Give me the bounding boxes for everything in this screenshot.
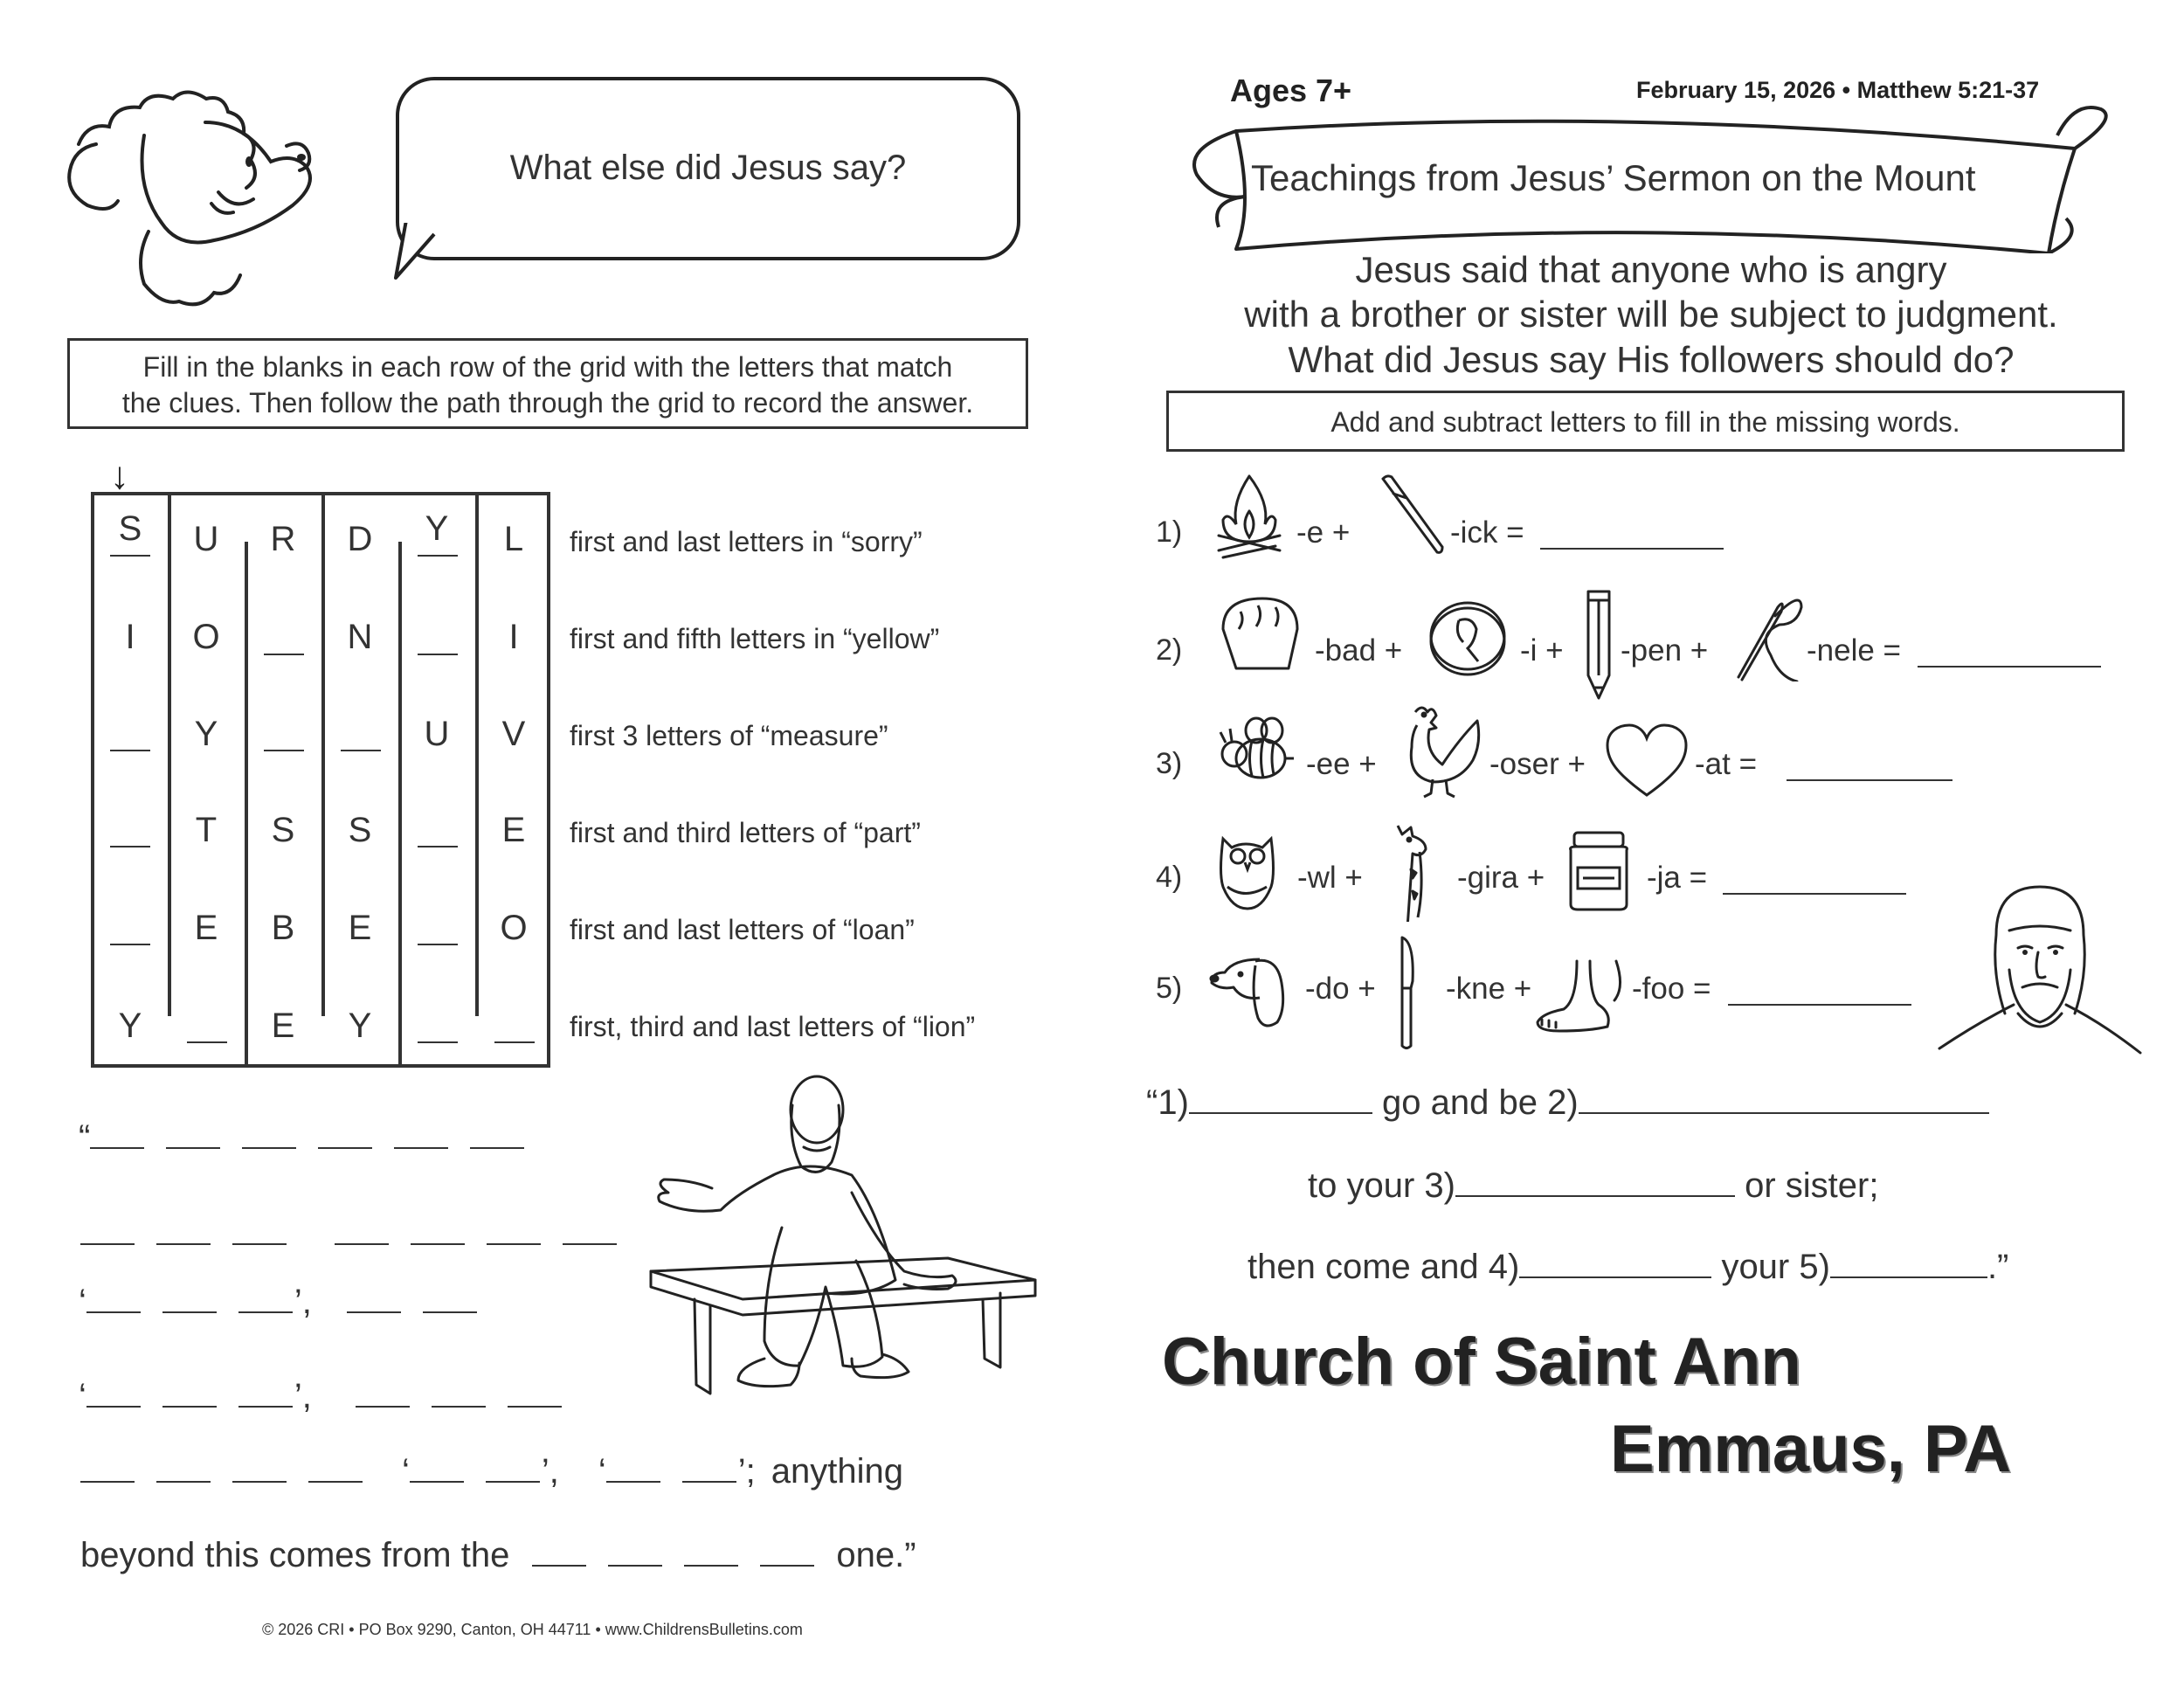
puzzle-op: -do + [1305,972,1376,1006]
grid-blank[interactable] [494,1041,535,1043]
grid-blank[interactable] [264,654,304,655]
answer-blank[interactable] [347,1285,401,1313]
grid-cell: Y [194,715,218,753]
grid-wall [321,492,325,1016]
comma-mark: ’, [294,1377,312,1415]
puzzle-answer-blank[interactable] [1723,865,1906,895]
clue-row-4: first and third letters of “part” [570,817,921,848]
answer-blank[interactable] [432,1380,486,1408]
grid-instructions-line2: the clues. Then follow the path through the grid to record the answer. [121,387,974,419]
verse-blank-1[interactable] [1189,1084,1372,1114]
puzzle-number: 3) [1156,747,1183,780]
answer-blank[interactable] [470,1121,524,1149]
church-location: Emmaus, PA [1610,1412,2011,1486]
verse-text: go and be [1382,1083,1538,1122]
grid-cell: R [270,520,296,558]
answer-blank[interactable] [335,1217,389,1245]
grid-instructions [67,338,1028,429]
grid-cell: N [347,618,373,656]
grid-blank[interactable] [418,944,458,945]
grid-cell: U [193,520,219,558]
answer-blank[interactable] [684,1539,738,1567]
grid-cell: E [501,811,526,849]
answer-blank[interactable] [86,1285,141,1313]
owl-icon [1210,826,1284,913]
jesus-on-bench-illustration [642,1070,1044,1420]
puzzle-op: -at = [1695,747,1758,781]
answer-text-one: one.” [836,1536,916,1574]
grid-cell: V [501,715,526,753]
verse-line-1 [1146,1083,1989,1123]
open-quote: “ [79,1118,91,1157]
puzzle-number: 2) [1156,633,1183,667]
grid-blank[interactable] [418,654,458,655]
answer-blank[interactable] [80,1455,135,1483]
puzzle-op: -nele = [1807,633,1901,668]
puzzle-number: 5) [1156,972,1183,1005]
dog-icon [1207,952,1295,1035]
verse-num-1: “1) [1146,1083,1189,1122]
word-path-grid [91,492,550,1068]
banner-title: Teachings from Jesus’ Sermon on the Mount [1251,157,1976,198]
bee-icon [1213,715,1296,785]
puzzle-op: -e + [1296,515,1351,550]
puzzle-answer-blank[interactable] [1728,976,1911,1006]
grid-cell: O [192,618,220,656]
semicolon-mark: ’; [737,1452,756,1491]
answer-blank[interactable] [242,1121,296,1149]
puzzle-op: -oser + [1489,747,1586,781]
quote-mark: ‘ [598,1452,606,1491]
rooster-icon [1398,699,1485,799]
grid-cell: I [125,618,135,656]
coin-icon [1424,594,1511,681]
verse-text: to your 3) [1308,1166,1455,1205]
clue-row-5: first and last letters of “loan” [570,914,915,945]
grid-wall [475,492,479,1016]
answer-line-2 [80,1214,639,1254]
copyright-footer: © 2026 CRI • PO Box 9290, Canton, OH 44711 • www.ChildrensBulletins.com [262,1621,803,1638]
grid-blank[interactable] [110,846,150,847]
answer-blank[interactable] [238,1380,293,1408]
jesus-portrait-illustration [1935,882,2145,1075]
answer-blank[interactable] [232,1217,287,1245]
speech-bubble-text: What else did Jesus say? [509,149,907,187]
puzzle-number: 4) [1156,861,1183,894]
clue-row-6: first, third and last letters of “lion” [570,1011,976,1042]
date-reference: February 15, 2026 • Matthew 5:21-37 [1636,77,2040,103]
answer-blank[interactable] [394,1121,448,1149]
grid-cell: D [347,520,373,558]
puzzle-answer-blank[interactable] [1787,751,1952,781]
clue-row-2: first and fifth letters in “yellow” [570,623,940,654]
answer-blank[interactable] [410,1455,464,1483]
answer-blank[interactable] [487,1217,541,1245]
verse-blank-2[interactable] [1579,1084,1989,1114]
verse-text: then come and 4) [1248,1248,1520,1286]
grid-cell: B [271,909,295,947]
grid-cell: I [508,618,519,656]
speech-bubble [396,77,1020,260]
answer-blank[interactable] [156,1455,211,1483]
answer-blank[interactable] [532,1539,586,1567]
verse-blank-4[interactable] [1519,1249,1711,1278]
grid-wall [168,492,171,1016]
question-line-2: with a brother or sister will be subject to judgment. [1244,294,2058,335]
grid-cell: S [348,811,372,849]
puzzle-op: -bad + [1315,633,1403,668]
answer-blank[interactable] [166,1121,220,1149]
grid-instructions-line1: Fill in the blanks in each row of the grid with the letters that match [142,351,953,383]
answer-blank[interactable] [760,1539,814,1567]
puzzle-op: -i + [1520,633,1564,668]
age-label: Ages 7+ [1230,73,1352,108]
answer-line-4 [79,1377,584,1416]
grid-cell: E [194,909,218,947]
answer-blank[interactable] [308,1455,363,1483]
puzzle-op: -kne + [1446,972,1532,1006]
grid-cell: U [424,715,450,753]
heart-icon [1603,721,1690,799]
answer-blank[interactable] [608,1539,662,1567]
grid-cell: O [500,909,528,947]
answer-blank[interactable] [156,1217,211,1245]
grid-blank[interactable] [418,555,458,557]
puzzle-op: -pen + [1621,633,1709,668]
answer-blank[interactable] [318,1121,372,1149]
grid-blank[interactable] [264,750,304,751]
grid-wall [398,542,402,1068]
puzzle-op: -foo = [1632,972,1711,1006]
answer-blank[interactable] [356,1380,410,1408]
grid-cell: Y [348,1007,372,1045]
grid-cell: Y [425,509,449,548]
knife-icon [1393,930,1420,1053]
answer-line-1 [79,1118,546,1158]
answer-blank[interactable] [86,1380,141,1408]
quote-mark: ‘ [402,1452,410,1491]
pencil-icon [1581,581,1616,703]
grid-blank[interactable] [110,944,150,945]
grid-cell: S [271,811,295,849]
answer-blank[interactable] [423,1285,477,1313]
grid-cell: Y [118,1007,142,1045]
quote-mark: ‘ [79,1283,86,1321]
answer-line-5 [80,1452,903,1491]
answer-blank[interactable] [563,1217,617,1245]
verse-line-2 [1308,1166,1878,1206]
answer-blank[interactable] [606,1455,660,1483]
needle-thread-icon [1730,594,1808,681]
puzzle-op: -ee + [1306,747,1377,781]
puzzle-answer-blank[interactable] [1540,520,1724,550]
puzzle-number: 1) [1156,515,1183,549]
puzzle-op: -ick = [1450,515,1524,550]
answer-blank[interactable] [80,1217,135,1245]
grid-wall [245,542,248,1068]
grid-cell: T [195,811,218,849]
answer-blank[interactable] [682,1455,736,1483]
campfire-icon [1214,467,1284,564]
church-name: Church of Saint Ann [1162,1325,1801,1399]
puzzle-answer-blank[interactable] [1918,638,2101,668]
grid-cell: S [118,509,142,548]
verse-blank-3[interactable] [1455,1167,1735,1197]
math-instructions: Add and subtract letters to fill in the missing words. [1166,391,2125,452]
answer-blank[interactable] [411,1217,465,1245]
puzzle-op: -ja = [1647,861,1708,895]
answer-line-3 [79,1283,499,1322]
answer-blank[interactable] [486,1455,540,1483]
answer-blank[interactable] [162,1285,217,1313]
answer-blank[interactable] [90,1121,144,1149]
grid-cell: L [503,520,524,558]
verse-num-2: 2) [1547,1083,1579,1122]
verse-blank-5[interactable] [1830,1249,1987,1278]
question-line-3: What did Jesus say His followers should do? [1288,339,2015,380]
comma-mark: ’, [541,1452,559,1491]
clue-row-3: first 3 letters of “measure” [570,720,888,751]
lamb-illustration [52,74,384,319]
clue-row-1: first and last letters in “sorry” [570,526,923,557]
puzzle-op: -wl + [1297,861,1363,895]
verse-text: or sister; [1745,1166,1879,1205]
stick-icon [1376,472,1446,559]
giraffe-icon [1385,817,1446,922]
verse-line-3 [1248,1248,2008,1287]
answer-blank[interactable] [162,1380,217,1408]
grid-blank[interactable] [418,1041,458,1043]
start-arrow-icon: ↓ [110,454,129,497]
answer-blank[interactable] [238,1285,293,1313]
answer-blank[interactable] [508,1380,562,1408]
grid-blank[interactable] [341,750,381,751]
verse-close-quote: .” [1987,1248,2009,1286]
answer-word-anything: anything [771,1452,904,1491]
puzzle-op: -gira + [1457,861,1545,895]
quote-mark: ‘ [79,1377,86,1415]
speech-bubble-tail [389,217,441,287]
grid-blank[interactable] [110,750,150,751]
verse-text: your 5) [1721,1248,1830,1286]
grid-cell: E [348,909,372,947]
grid-blank[interactable] [418,846,458,847]
foot-icon [1533,957,1629,1035]
answer-line-6 [80,1536,916,1575]
jar-icon [1564,826,1634,913]
answer-blank[interactable] [232,1455,287,1483]
grid-blank[interactable] [187,1041,227,1043]
grid-blank[interactable] [110,555,150,557]
grid-cell: E [271,1007,295,1045]
comma-mark: ’, [294,1283,312,1321]
question-line-1: Jesus said that anyone who is angry [1355,249,1947,290]
answer-text-beyond: beyond this comes from the [80,1536,510,1574]
bread-icon [1214,590,1302,677]
